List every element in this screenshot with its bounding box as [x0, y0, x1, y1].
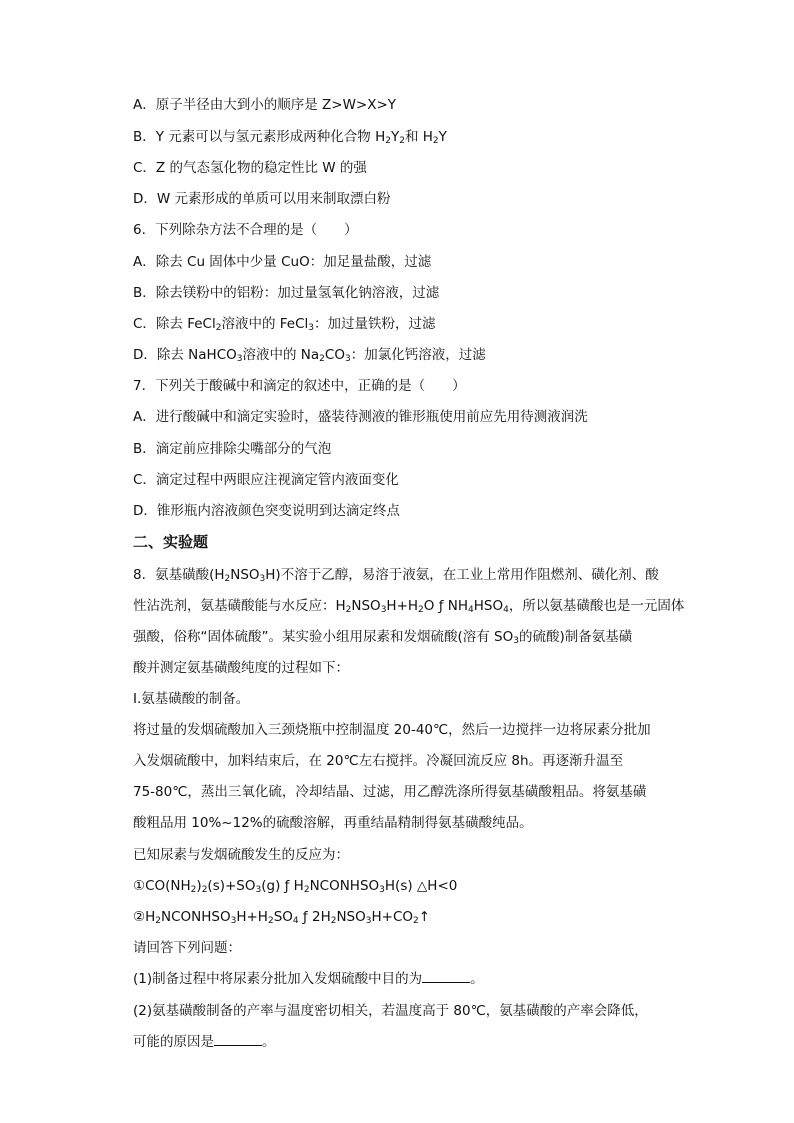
q8-line-4: 酸并测定氨基磺酸纯度的过程如下： [133, 660, 349, 676]
q6-option-d: D．除去 NaHCO$_3$溶液中的 $Na_2CO_3$：加氯化钙溶液，过滤 [133, 347, 486, 364]
q8-known: 已知尿素与发烟硫酸发生的反应为： [133, 847, 349, 863]
q7-stem: 7．下列关于酸碱中和滴定的叙述中，正确的是（ ） [133, 378, 466, 394]
q7-option-d: D．锥形瓶内溶液颜色突变说明到达滴定终点 [133, 503, 400, 519]
q8-sub-2: (2)氨基磺酸制备的产率与温度密切相关，若温度高于 80℃，氨基磺酸的产率会降低， [133, 1003, 648, 1019]
q8-part-1-heading: I.氨基磺酸的制备。 [133, 691, 250, 707]
q7-option-b: B．滴定前应排除尖嘴部分的气泡 [133, 441, 332, 457]
q6-stem: 6．下列除杂方法不合理的是（ ） [133, 222, 358, 238]
q5-option-c: C．Z 的气态氢化物的稳定性比 W 的强 [133, 160, 367, 176]
q8-sub-1: (1)制备过程中将尿素分批加入发烟硫酸中目的为 。 [133, 971, 484, 987]
q8-line-3: 强酸，俗称“固体硫酸”。某实验小组用尿素和发烟硫酸(溶有 $SO_3$的硫酸)制备氨基磺 [133, 629, 633, 646]
q8-line-1: 8．氨基磺酸$(H_2NSO_3H)$不溶于乙醇，易溶于液氨，在工业上常用作阻燃剂、磺化剂、酸 [133, 567, 659, 584]
answer-blank[interactable] [422, 970, 470, 983]
q8-line-2: 性沾洗剂，氨基磺酸能与水反应：$H_2NSO_3H+H_2O$ ƒ $NH_4HSO_4$，所以氨基磺酸也是一元固体 [133, 598, 685, 615]
q5-option-b: B．Y 元素可以与氢元素形成两种化合物 $H_2Y_2$和 $H_2Y$ [133, 129, 447, 146]
q7-option-a: A．进行酸碱中和滴定实验时，盛装待测液的锥形瓶使用前应先用待测液润洗 [133, 409, 588, 425]
q8-reaction-1: $①CO(NH_2)_2(s)+SO_3(g)$ ƒ $H_2NCONHSO_3H(s)$ △H<0 [133, 878, 458, 895]
q5-option-a: A．原子半径由大到小的顺序是 Z>W>X>Y [133, 97, 397, 113]
q8-procedure-3: 75-80℃，蒸出三氧化硫，冷却结晶、过滤，用乙醇洗涤所得氨基磺酸粗品。将氨基磺 [133, 784, 647, 800]
q8-sub-2-cont: 可能的原因是 。 [133, 1034, 276, 1050]
answer-blank[interactable] [214, 1033, 262, 1046]
q8-procedure-4: 酸粗品用 10%~12%的硫酸溶解，再重结晶精制得氨基磺酸纯品。 [133, 815, 533, 831]
q5-option-d: D．W 元素形成的单质可以用来制取漂白粉 [133, 191, 391, 207]
q6-option-b: B．除去镁粉中的铝粉：加过量氢氧化钠溶液，过滤 [133, 285, 440, 301]
q6-option-a: A．除去 Cu 固体中少量 CuO：加足量盐酸，过滤 [133, 254, 432, 270]
q8-ask: 请回答下列问题： [133, 940, 241, 956]
section-title: 二、实验题 [133, 533, 209, 551]
q8-procedure-2: 入发烟硫酸中，加料结束后，在 20℃左右搅拌。冷凝回流反应 8h。再逐渐升温至 [133, 753, 624, 769]
q8-procedure-1: 将过量的发烟硫酸加入三颈烧瓶中控制温度 20-40℃，然后一边搅拌一边将尿素分批加 [133, 722, 651, 738]
q8-reaction-2: $②H_2NCONHSO_3H+H_2SO_4$ ƒ $2H_2NSO_3H+CO_2↑$ [133, 909, 431, 926]
q6-option-c: C．除去 FeCl$_2$溶液中的 FeCl$_3$：加过量铁粉，过滤 [133, 316, 436, 333]
q7-option-c: C．滴定过程中两眼应注视滴定管内液面变化 [133, 472, 399, 488]
